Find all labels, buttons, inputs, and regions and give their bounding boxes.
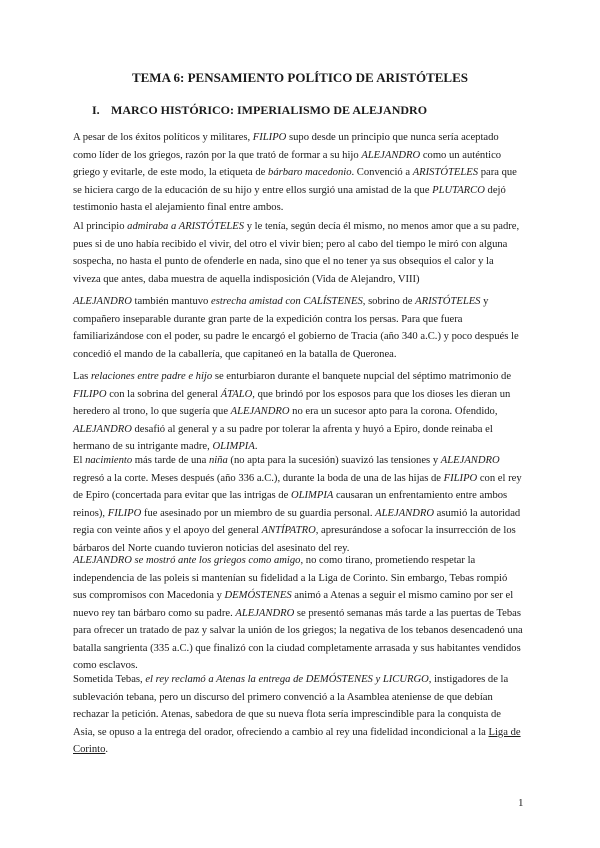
text-run: y le tenía, según decía él mismo, no menos amor que a su padre, pues si de uno había recibido el vivir, del otro el vivir bien; pero al cabo del tiempo le miró con alguna sospecha, no hasta el punto de ofenderle en nada, sino que el no tener ya sus obsequios el calor y la viveza que antes, daba muestra de aquella indisposición (Vida de Alejandro, VIII) bbox=[73, 221, 520, 285]
text-run: el rey reclamó a Atenas la entrega de DEMÓSTENES y LICURGO bbox=[145, 674, 429, 685]
text-run: ANTÍPATRO bbox=[261, 525, 316, 536]
text-run: OLIMPIA bbox=[212, 441, 255, 452]
text-run: Al principio bbox=[73, 221, 128, 232]
text-run: Las bbox=[73, 371, 91, 382]
text-run: ARISTÓTELES bbox=[415, 296, 481, 307]
text-run: FILIPO bbox=[252, 132, 287, 143]
text-run: ALEJANDRO bbox=[230, 406, 290, 417]
text-run: dejó testimonio hasta el alejamiento final entre ambos. bbox=[73, 184, 506, 213]
text-run: ARISTÓTELES bbox=[412, 167, 479, 178]
text-run: OLIMPIA bbox=[290, 490, 334, 501]
text-run: ÁTALO bbox=[220, 388, 253, 400]
text-run: supo desde un principio que nunca sería aceptado como líder de los griegos, razón por la que trató de formar a su hijo bbox=[73, 132, 499, 161]
paragraph-5 bbox=[73, 452, 523, 557]
paragraph-4 bbox=[73, 368, 523, 456]
text-run: , no como tirano, prometiendo respetar la independencia de las poleis si mantenían su fidelidad a la Liga de Corinto. Sin embargo, Tebas rompió sus compromisos con Macedonia y bbox=[73, 555, 508, 601]
text-run: , que brindó por los esposos para que los dioses les dieran un heredero al trono, lo que sugería que bbox=[73, 388, 511, 417]
paragraph-6 bbox=[73, 552, 523, 675]
text-run: . bbox=[105, 744, 109, 755]
text-run: ALEJANDRO bbox=[235, 607, 295, 619]
text-run: desafió al general y a su padre por tolerar la afrenta y huyó a Epiro, donde reinaba el hermano de su intrigante madre, bbox=[73, 423, 493, 452]
text-run: ALEJANDRO bbox=[73, 423, 132, 435]
text-run: FILIPO bbox=[107, 507, 142, 519]
paragraph-2 bbox=[73, 218, 523, 288]
text-run: fue asesinado por un miembro de su guardia personal. bbox=[141, 507, 376, 519]
text-run: asumió la autoridad regia con veinte años y el apoyo del general bbox=[73, 507, 521, 536]
text-run: animó a Atenas a seguir el mismo camino por ser el nuevo rey tan bárbaro como su padre. bbox=[73, 590, 514, 619]
text-run: con el rey de Epiro (concertada para evitar que las intrigas de bbox=[73, 472, 522, 501]
text-run: , sobrino de bbox=[362, 296, 416, 307]
text-run: se enturbiaron durante el banquete nupcial del séptimo matrimonio de bbox=[212, 371, 512, 382]
text-run: A pesar de los éxitos políticos y militares, bbox=[73, 132, 253, 143]
text-run: estrecha amistad con CALÍSTENES bbox=[211, 296, 363, 307]
text-run: bárbaro macedonio bbox=[268, 167, 352, 178]
text-run: para que se hiciera cargo de la educación de su hijo y entre ellos surgió una amistad de la que bbox=[73, 167, 517, 196]
text-run: como un auténtico griego y evitarle, de este modo, la etiqueta de bbox=[73, 149, 502, 178]
text-run: y compañero inseparable durante gran parte de la expedición contra los persas. Para que fuera familiarizándose con el poder, su padre le encargó el gobierno de Tracia (año 340 a.C.) y poco después le concedió el mando de la caballería, que capitaneó en la batalla de Queronea. bbox=[73, 296, 519, 360]
paragraph-3 bbox=[73, 293, 523, 363]
text-run: ALEJANDRO bbox=[361, 149, 421, 161]
text-run: El bbox=[73, 455, 86, 466]
text-run: se presentó semanas más tarde a las puertas de Tebas para ofrecer un tratado de paz y salvar la unión de los griegos; la negativa de los tebanos desencadenó una batalla sangrienta (335 a.C.) que finalizó con la ciudad completamente arrasada y sus habitantes vendidos como esclavos. bbox=[73, 607, 523, 671]
text-run: Sometida Tebas, bbox=[73, 674, 146, 685]
page-number: 1 bbox=[518, 797, 524, 809]
text-run: con la sobrina del general bbox=[106, 388, 221, 400]
text-run: FILIPO bbox=[443, 472, 478, 484]
text-run: nacimiento bbox=[85, 455, 133, 466]
text-run: , instigadores de la sublevación tebana, pero un discurso del primero convenció a la Asamblea ateniense de que debían rechazar la petición. Atenas, sabedora de que su nueva flota sería imprescindible para la conquista de Asia, se opuso a la entrega del orador, ofreciendo a cambio al rey una fidelidad incondicional a la bbox=[73, 674, 509, 738]
text-run: regresó a la corte. Meses después (año 336 a.C.), durante la boda de una de las hijas de bbox=[73, 472, 444, 484]
text-run: ALEJANDRO se mostró ante los griegos como amigo bbox=[73, 555, 301, 566]
text-run: Liga de Corinto bbox=[73, 726, 521, 755]
document-title: TEMA 6: PENSAMIENTO POLÍTICO DE ARISTÓTELES bbox=[131, 70, 469, 85]
text-run: PLUTARCO bbox=[432, 184, 485, 196]
paragraph-1 bbox=[73, 129, 523, 217]
text-run: DEMÓSTENES bbox=[224, 590, 292, 601]
section-heading bbox=[92, 103, 427, 118]
text-run: más tarde de una bbox=[132, 455, 209, 466]
text-run: , apresurándose a sofocar la insurrección de los bárbaros del Norte cuando tuvieron noticias del asesinato del rey. bbox=[73, 525, 516, 554]
section-number: I. bbox=[92, 103, 100, 117]
text-run: ALEJANDRO bbox=[73, 296, 132, 307]
paragraph-7 bbox=[73, 671, 523, 759]
text-run: niña bbox=[208, 455, 228, 466]
text-run: causaran un enfrentamiento entre ambos reinos), bbox=[73, 490, 508, 519]
text-run: . Convenció a bbox=[351, 167, 413, 178]
section-title: MARCO HISTÓRICO: IMPERIALISMO DE ALEJANDRO bbox=[111, 103, 428, 117]
text-run: no era un sucesor apto para la corona. Ofendido, bbox=[289, 406, 498, 417]
text-run: admiraba a ARISTÓTELES bbox=[127, 221, 245, 232]
text-run: ALEJANDRO bbox=[440, 455, 500, 466]
text-run: (no apta para la sucesión) suavizó las tensiones y bbox=[227, 455, 441, 466]
text-run: ALEJANDRO bbox=[375, 507, 435, 519]
text-run: también mantuvo bbox=[131, 296, 212, 307]
text-run: relaciones entre padre e hijo bbox=[90, 371, 213, 382]
text-run: . bbox=[254, 441, 258, 452]
text-run: FILIPO bbox=[73, 388, 107, 400]
